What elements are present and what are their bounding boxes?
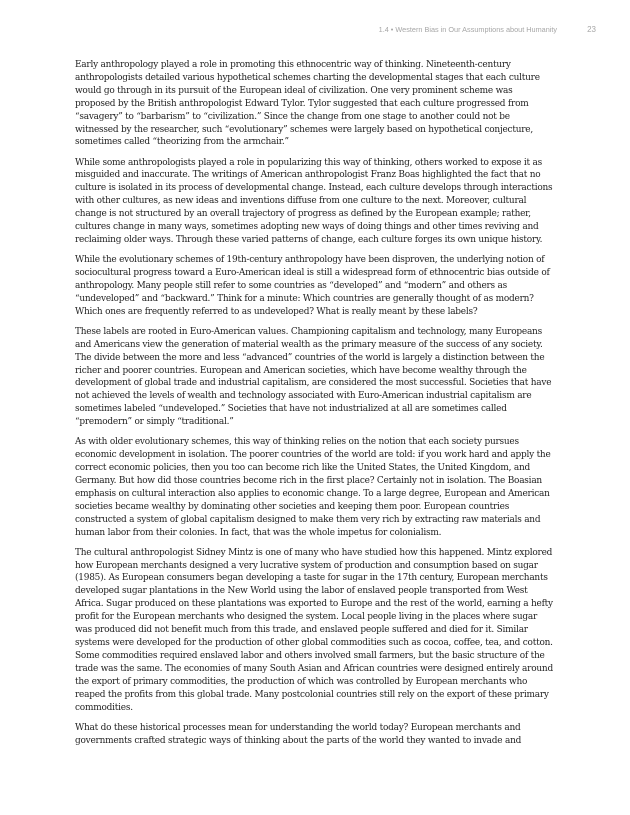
running-header [80,22,596,36]
running-title: 1.4 • Western Bias in Our Assumptions about Humanity [378,24,558,34]
paragraph: While the evolutionary schemes of 19th-century anthropology have been disproven, the underlying notion of sociocultural progress toward a Euro-American ideal is still a widespread form of ethnocentric bias outside of anthropology. Many people still refer to some countries as “developed” and “modern” and others as “undeveloped” and “backward.” Think for a minute: Which countries are generally thought of as modern? Which ones are frequently referred to as undeveloped? What is really meant by these labels? [75,255,550,317]
paragraph: Early anthropology played a role in promoting this ethnocentric way of thinking. Nineteenth-century anthropologists detailed various hypothetical schemes charting the developmental stages that each culture would go through in its pursuit of the European ideal of civilization. One very prominent scheme was proposed by the British anthropologist Edward Tylor. Tylor suggested that each culture progressed from “savagery” to “barbarism” to “civilization.” Since the change from one stage to another could not be witnessed by the researcher, such “evolutionary” schemes were largely based on hypothetical conjecture, sometimes called “theorizing from the armchair.” [75,60,540,148]
paragraph: While some anthropologists played a role in popularizing this way of thinking, others worked to expose it as misguided and inaccurate. The writings of American anthropologist Franz Boas highlighted the fact that no culture is isolated in its process of developmental change. Instead, each culture develops through interactions with other cultures, as new ideas and inventions diffuse from one culture to the next. Moreover, cultural change is not structured by an overall trajectory of progress as defined by the European example; rather, cultures change in many ways, sometimes adopting new ways of doing things and other times reviving and reclaiming older ways. Through these varied patterns of change, each culture forges its own unique history. [75,157,553,245]
paragraph: As with older evolutionary schemes, this way of thinking relies on the notion that each society pursues economic development in isolation. The poorer countries of the world are told: if you work hard and apply the correct economic policies, then you too can become rich like the United States, the United Kingdom, and Germany. But how did those countries become rich in the first place? Certainly not in isolation. The Boasian emphasis on cultural interaction also applies to economic change. To a large degree, European and American societies became wealthy by dominating other societies and keeping them poor. European countries constructed a system of global capitalism designed to make them very rich by extracting raw materials and human labor from their colonies. In fact, that was the whole impetus for colonialism. [75,437,551,538]
body-text [75,59,553,755]
paragraph: The cultural anthropologist Sidney Mintz is one of many who have studied how this happened. Mintz explored how European merchants designed a very lucrative system of production and consumption based on sugar (1985). As European consumers began developing a taste for sugar in the 17th century, European merchants developed sugar plantations in the New World using the labor of enslaved people transported from West Africa. Sugar produced on these plantations was exported to Europe and the rest of the world, earning a hefty profit for the European merchants who designed the system. Local people living in the places where sugar was produced did not benefit much from this trade, and enslaved people suffered and died for it. Similar systems were developed for the production of other global commodities such as cocoa, coffee, tea, and cotton. Some commodities required enslaved labor and others involved small farmers, but the basic structure of the trade was the same. The economies of many South Asian and African countries were designed entirely around the export of primary commodities, the production of which was controlled by European merchants who reaped the profits from this global trade. Many postcolonial countries still rely on the export of these primary commodities. [75,547,553,713]
paragraph: These labels are rooted in Euro-American values. Championing capitalism and technology, many Europeans and Americans view the generation of material wealth as the primary measure of the success of any society. The divide between the more and less “advanced” countries of the world is largely a distinction between the richer and poorer countries. European and American societies, which have become wealthy through the development of global trade and industrial capitalism, are considered the most successful. Societies that have not achieved the levels of wealth and technology associated with Euro-American industrial capitalism are sometimes labeled “undeveloped.” Societies that have not industrialized at all are sometimes called “premodern” or simply “traditional.” [75,326,552,428]
paragraph: What do these historical processes mean for understanding the world today? European merchants and governments crafted strategic ways of thinking about the parts of the world they wanted to invade and [75,722,522,746]
page-number: 23 [587,24,596,34]
